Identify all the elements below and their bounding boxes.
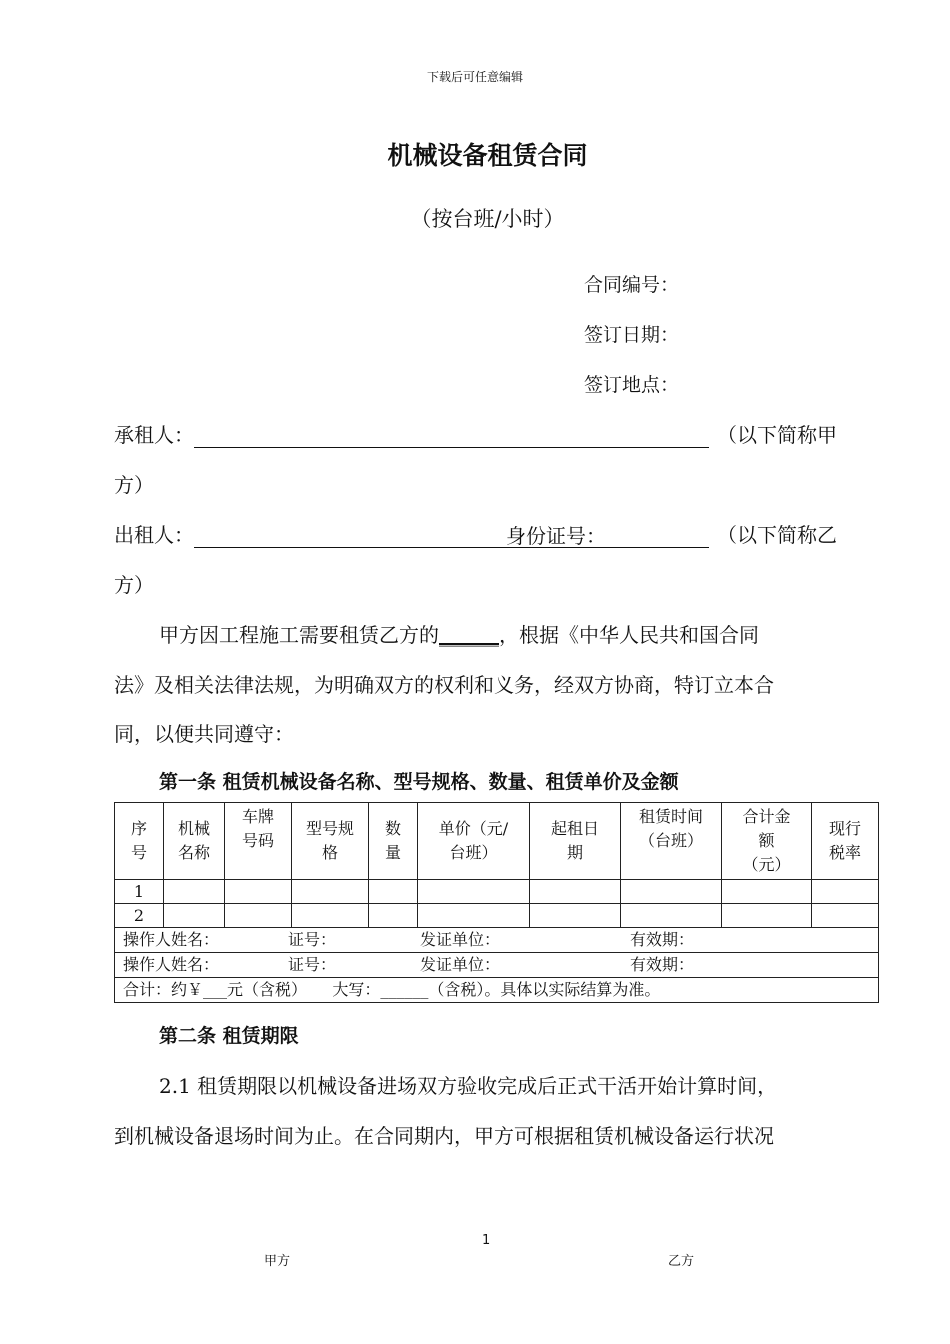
operator-name-label: 操作人姓名： xyxy=(123,955,220,974)
lessee-row xyxy=(114,419,837,448)
operator-row xyxy=(115,953,879,978)
header-cell: 合计金 额 （元） xyxy=(722,803,812,880)
header-cell: 单价（元/ 台班） xyxy=(418,803,530,880)
party-b-signature-label: 乙方 xyxy=(668,1254,695,1269)
header-cell: 租赁时间 （台班） xyxy=(621,803,722,880)
lessor-row xyxy=(114,519,837,548)
operator-issuer-label: 发证单位： xyxy=(420,930,501,949)
row-number: 2 xyxy=(115,904,164,928)
header-cell: 现行 税率 xyxy=(812,803,879,880)
lessee-fill-line xyxy=(194,427,709,448)
header-cell: 序 号 xyxy=(115,803,164,880)
operator-cert-label: 证号： xyxy=(288,930,337,949)
intro-line-3: 同，以便共同遵守： xyxy=(114,722,294,746)
intro-blank: ______ xyxy=(439,623,499,647)
section-1-heading: 第一条 租赁机械设备名称、型号规格、数量、租赁单价及金额 xyxy=(159,771,679,793)
table-row xyxy=(115,904,879,928)
lessor-fill-line xyxy=(194,524,709,548)
total-row xyxy=(115,978,879,1003)
header-cell: 型号规 格 xyxy=(292,803,369,880)
header-cell: 机械 名称 xyxy=(164,803,225,880)
intro-line-2: 法》及相关法律法规，为明确双方的权利和义务，经双方协商，特订立本合 xyxy=(114,673,774,697)
lessor-id-label: 身份证号： xyxy=(506,524,606,548)
intro-text-a: 甲方因工程施工需要租赁乙方的 xyxy=(159,623,439,647)
clause-2-1-line-1: 2.1 租赁期限以机械设备进场双方验收完成后正式干活开始计算时间， xyxy=(159,1074,778,1098)
document-title: 机械设备租赁合同 xyxy=(387,141,588,170)
row-number: 1 xyxy=(115,880,164,904)
lessee-suffix: （以下简称甲 xyxy=(717,423,837,447)
total-text: 合计：约￥___元（含税） 大写：______（含税）。具体以实际结算为准。 xyxy=(115,978,879,1003)
operator-valid-label: 有效期： xyxy=(630,955,695,974)
clause-2-1-line-2: 到机械设备退场时间为止。在合同期内，甲方可根据租赁机械设备运行状况 xyxy=(114,1124,774,1148)
operator-issuer-label: 发证单位： xyxy=(420,955,501,974)
lessee-label: 承租人： xyxy=(114,423,194,447)
sign-place-label: 签订地点： xyxy=(584,374,680,396)
header-cell: 起租日 期 xyxy=(530,803,621,880)
operator-cert-label: 证号： xyxy=(288,955,337,974)
lessee-suffix-cont: 方） xyxy=(114,473,154,497)
document-subtitle: （按台班/小时） xyxy=(410,207,565,231)
sign-date-label: 签订日期： xyxy=(584,324,680,346)
page-number: 1 xyxy=(482,1233,491,1248)
table-header-row xyxy=(115,803,879,880)
header-note: 下载后可任意编辑 xyxy=(426,70,523,84)
lessor-suffix: （以下简称乙 xyxy=(717,523,837,547)
header-cell: 数 量 xyxy=(369,803,418,880)
equipment-table xyxy=(114,802,879,1003)
operator-row xyxy=(115,928,879,953)
intro-text-c: ，根据《中华人民共和国合同 xyxy=(499,623,759,647)
contract-number-label: 合同编号： xyxy=(584,274,680,296)
party-a-signature-label: 甲方 xyxy=(264,1254,291,1269)
intro-line-1 xyxy=(159,619,759,648)
lessor-suffix-cont: 方） xyxy=(114,573,154,597)
header-cell: 车牌 号码 xyxy=(225,803,292,880)
lessor-label: 出租人： xyxy=(114,523,194,547)
operator-name-label: 操作人姓名： xyxy=(123,930,220,949)
table-row xyxy=(115,880,879,904)
operator-valid-label: 有效期： xyxy=(630,930,695,949)
section-2-heading: 第二条 租赁期限 xyxy=(159,1025,299,1047)
